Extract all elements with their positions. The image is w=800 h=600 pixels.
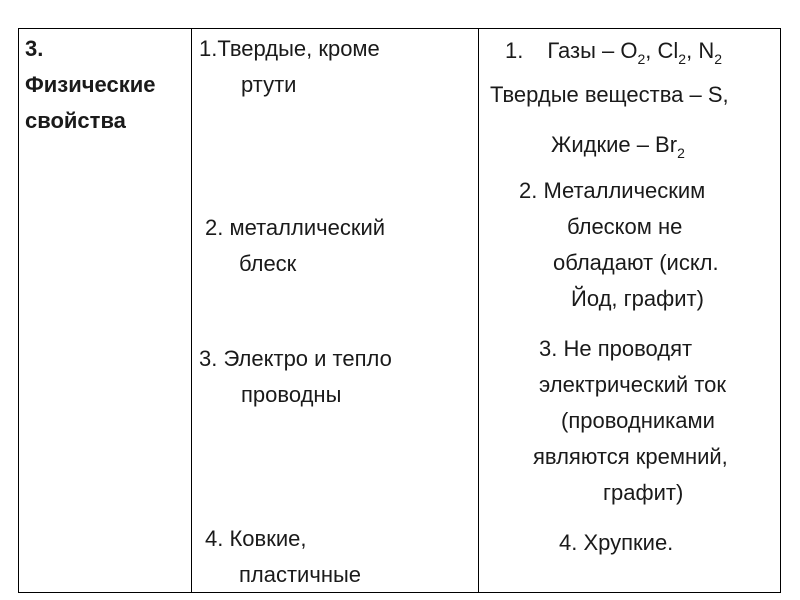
section-heading: [25, 31, 156, 139]
chlorine-label: , Cl: [645, 38, 679, 63]
nonmetals-item-3-line2: электрический ток: [539, 372, 726, 397]
nonmetals-item-1-liquid: [551, 127, 685, 163]
solid-substances: Твердые вещества – S,: [490, 82, 729, 107]
nonmetals-item-1-solid: [490, 77, 729, 113]
nonmetals-item-3-line5: графит): [603, 480, 684, 505]
metals-item-2-line2: блеск: [239, 251, 297, 276]
section-number: 3.: [25, 36, 44, 61]
nonmetals-item-2-line1: 2. Металлическим: [519, 178, 706, 203]
nonmetals-item-1-number: 1.: [505, 38, 524, 63]
nonmetals-item-4: [559, 525, 673, 561]
metals-item-3: [199, 341, 392, 413]
metals-item-3-line1: 3. Электро и тепло: [199, 346, 392, 371]
oxygen-subscript: 2: [637, 51, 646, 67]
metals-item-1-line1: 1.Твердые, кроме: [199, 36, 380, 61]
nonmetals-item-2-line2: блеском не: [567, 214, 683, 239]
metals-item-4: [205, 521, 361, 593]
metals-item-2-line1: 2. металлический: [205, 215, 386, 240]
liquid-label: Жидкие – Br: [551, 132, 678, 157]
metals-item-1: [199, 31, 380, 103]
section-title-line1: Физические: [25, 72, 156, 97]
metals-item-2: [205, 210, 385, 282]
nonmetals-item-2: [519, 173, 719, 317]
bromine-subscript: 2: [677, 145, 685, 161]
section-title-line2: свойства: [25, 108, 126, 133]
metals-item-4-line2: пластичные: [239, 562, 362, 587]
metals-item-4-line1: 4. Ковкие,: [205, 526, 307, 551]
column-divider-1: [191, 29, 192, 592]
column-divider-2: [478, 29, 479, 592]
metals-item-3-line2: проводны: [241, 382, 342, 407]
nonmetals-item-3-line1: 3. Не проводят: [539, 336, 693, 361]
gases-label: Газы – O: [547, 38, 638, 63]
nonmetals-item-3-line4: являются кремний,: [533, 444, 728, 469]
chlorine-subscript: 2: [678, 51, 687, 67]
nonmetals-item-2-line4: Йод, графит): [571, 286, 704, 311]
nonmetals-item-4-line1: 4. Хрупкие.: [559, 530, 674, 555]
nonmetals-item-1-gases: [505, 33, 722, 69]
nitrogen-subscript: 2: [714, 51, 723, 67]
metals-item-1-line2: ртути: [241, 72, 297, 97]
nitrogen-label: , N: [686, 38, 715, 63]
nonmetals-item-2-line3: обладают (искл.: [553, 250, 719, 275]
properties-table: [18, 28, 781, 593]
nonmetals-item-3: [533, 331, 728, 511]
nonmetals-item-3-line3: (проводниками: [561, 408, 715, 433]
